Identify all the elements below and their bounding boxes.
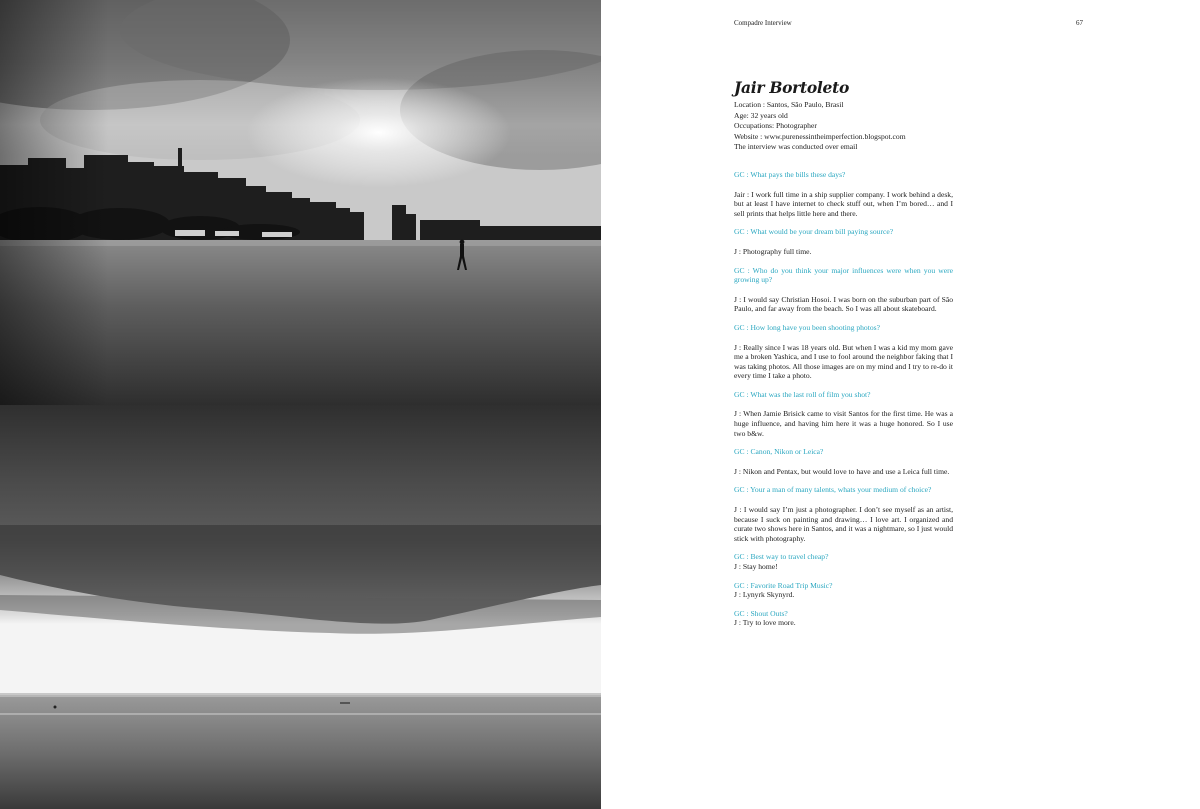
website-line: Website : www.purenessintheimperfection.blogspot.com [734, 131, 906, 141]
interview-page [601, 0, 1200, 809]
stormy-sea-horizon-photo [0, 405, 601, 809]
page-number: 67 [1076, 19, 1083, 27]
beach-city-skyline-image [0, 0, 601, 405]
interview-body [734, 78, 953, 637]
interviewee-name: Jair Bortoleto [734, 78, 849, 97]
qa-item [734, 266, 953, 314]
qa-item [734, 227, 953, 256]
question: GC : Canon, Nikon or Leica? [734, 447, 824, 457]
interview-note: The interview was conducted over email [734, 142, 858, 152]
qa-item [734, 581, 953, 600]
question: GC : Your a man of many talents, whats your medium of choice? [734, 485, 932, 495]
answer: J : I would say Christian Hosoi. I was born on the suburban part of São Paulo, and far away from the beach. So I was all about skateboard. [734, 294, 953, 314]
qa-item [734, 552, 953, 571]
question: GC : What would be your dream bill paying source? [734, 227, 894, 237]
answer: J : Nikon and Pentax, but would love to have and use a Leica full time. [734, 466, 950, 476]
qa-item [734, 390, 953, 438]
answer: J : Photography full time. [734, 246, 812, 256]
qa-item [734, 485, 953, 543]
age-line: Age: 32 years old [734, 110, 788, 120]
answer: J : Try to love more. [734, 618, 796, 628]
answer: J : Lynyrk Skynyrd. [734, 590, 795, 600]
question: GC : How long have you been shooting photos? [734, 322, 880, 332]
beach-city-skyline-photo [0, 0, 601, 405]
question: GC : Best way to travel cheap? [734, 552, 829, 562]
qa-item [734, 609, 953, 628]
stormy-sea-horizon-image [0, 405, 601, 809]
answer: J : I would say I’m just a photographer. I don’t see myself as an artist, because I suck on painting and drawing… I love art. I organized and curate two shows here in Santos, and it was a nightmare, so I just would stick with photography. [734, 505, 953, 543]
answer: Jair : I work full time in a ship supplier company. I work behind a desk, but at least I have internet to check stuff out, when I’m bored… and I sell prints that helps little here and there. [734, 189, 953, 218]
question: GC : What pays the bills these days? [734, 169, 846, 179]
profile-details [734, 100, 953, 153]
question: GC : Shout Outs? [734, 608, 788, 618]
occupation-line: Occupations: Photographer [734, 121, 817, 131]
running-head: Compadre Interview [734, 19, 792, 27]
location-line: Location : Santos, São Paulo, Brasil [734, 100, 844, 109]
answer: J : When Jamie Brisick came to visit Santos for the first time. He was a huge influence, and having him here it was a huge honored. So I use two b&w. [734, 409, 953, 438]
qa-item [734, 170, 953, 218]
answer: J : Stay home! [734, 562, 778, 571]
answer: J : Really since I was 18 years old. But when I was a kid my mom gave me a broken Yashica, and I use to fool around the neighbor faking that I was taking photos. All those images are on my mind and I try to re-do it every time I take a photo. [734, 342, 953, 381]
question: GC : Favorite Road Trip Music? [734, 580, 833, 590]
question: GC : Who do you think your major influences were when you were growing up? [734, 265, 953, 285]
qa-item [734, 447, 953, 476]
qa-item [734, 323, 953, 381]
question: GC : What was the last roll of film you shot? [734, 389, 871, 399]
